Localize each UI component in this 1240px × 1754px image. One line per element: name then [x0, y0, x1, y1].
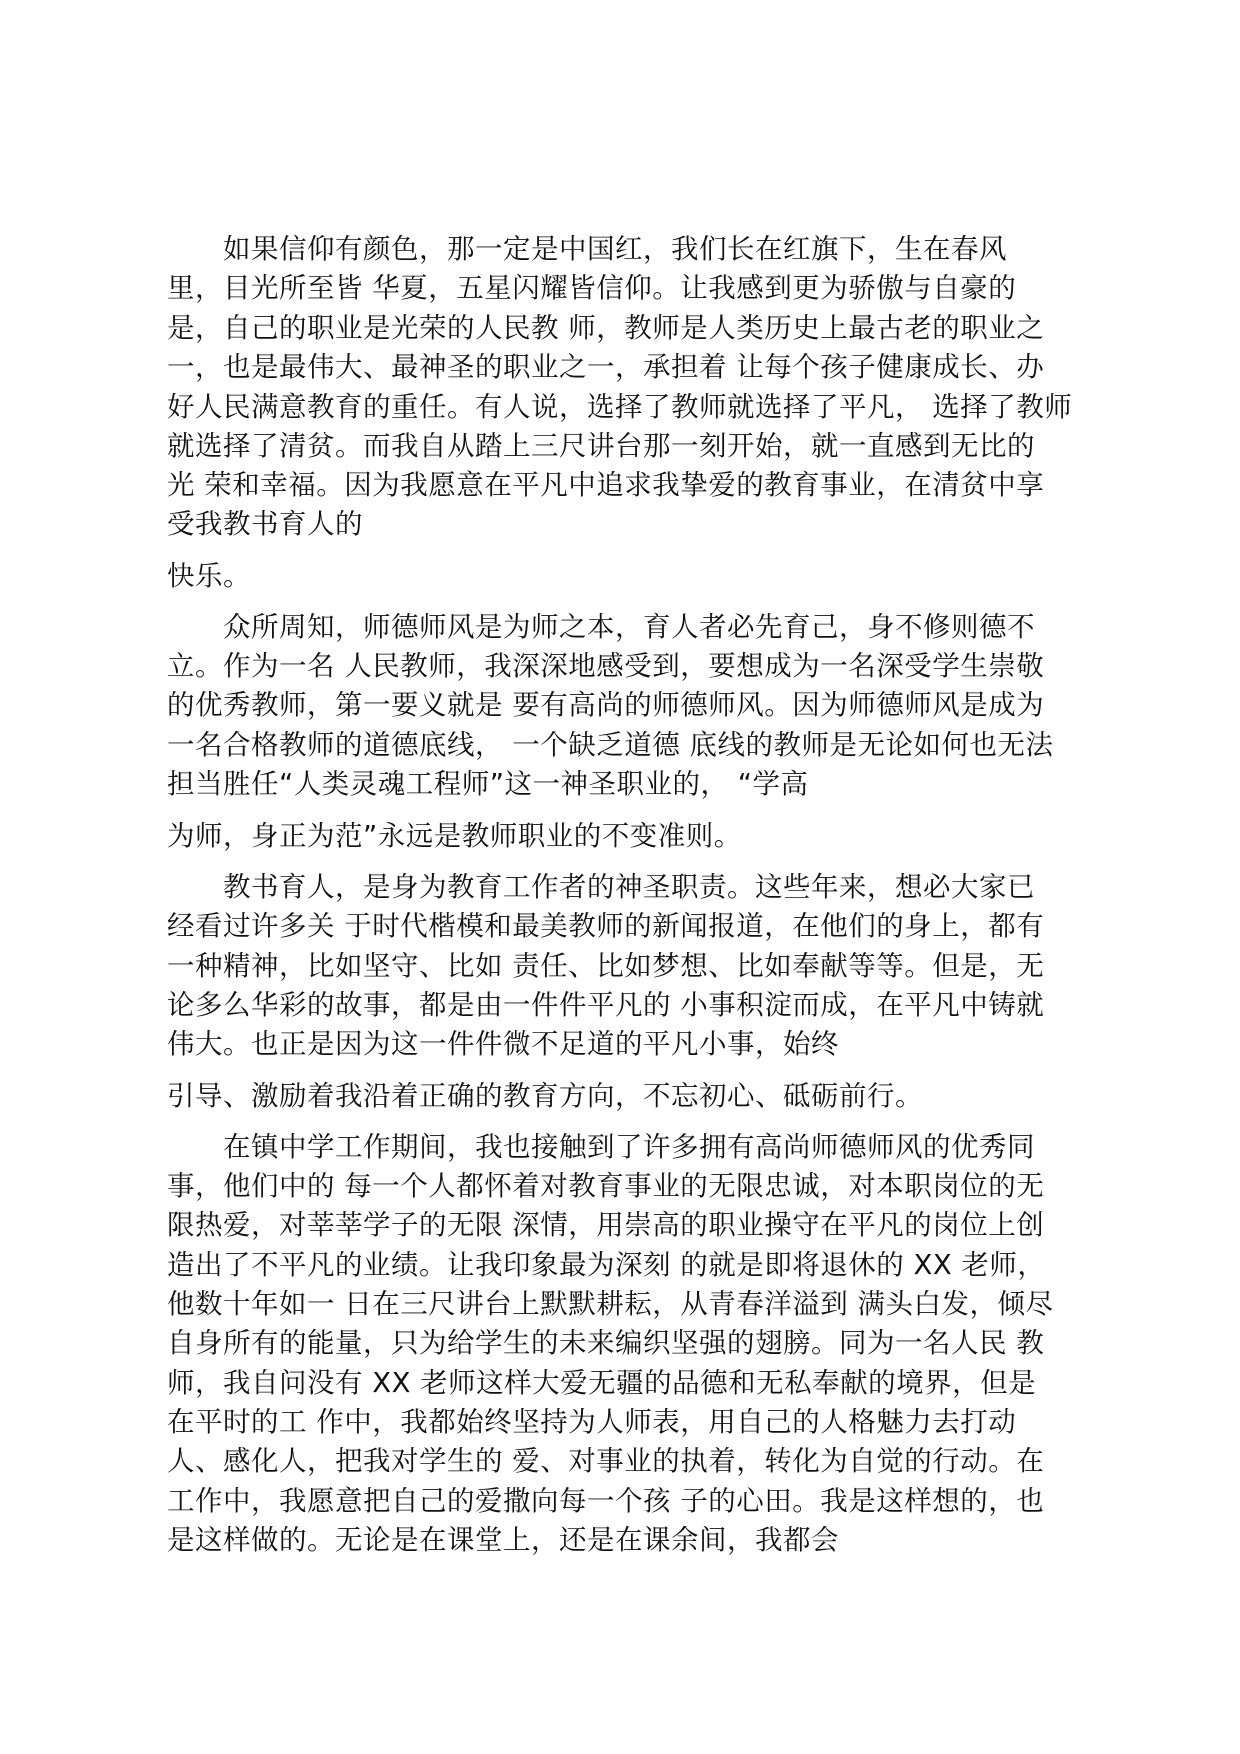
text-line: 造出了不平凡的业绩。让我印象最为深刻 的就是即将退休的 XX 老师， — [167, 1249, 1046, 1281]
text-line: 快乐。 — [167, 560, 251, 592]
text-line: 立。作为一名 人民教师，我深深地感受到，要想成为一名深受学生崇敬 — [167, 650, 1045, 682]
text-line: 光 荣和幸福。因为我愿意在平凡中追求我挚爱的教育事业，在清贫中享 — [167, 469, 1045, 501]
text-line: 论多么华彩的故事，都是由一件件平凡的 小事积淀而成，在平凡中铸就 — [167, 989, 1045, 1021]
text-line: 一，也是最伟大、最神圣的职业之一，承担着 让每个孩子健康成长、办 — [167, 351, 1045, 383]
text-line: 好人民满意教育的重任。有人说，选择了教师就选择了平凡， 选择了教师 — [167, 391, 1073, 423]
text-line: 就选择了清贫。而我自从踏上三尺讲台那一刻开始，就一直感到无比的 — [167, 430, 1035, 462]
text-line: 自身所有的能量，只为给学生的未来编织坚强的翅膀。同为一名人民 教 — [167, 1327, 1045, 1359]
text-line: 一名合格教师的道德底线， 一个缺乏道德 底线的教师是无论如何也无法 — [167, 729, 1054, 761]
text-line: 教书育人，是身为教育工作者的神圣职责。这些年来，想必大家已 — [167, 871, 1035, 903]
text-line: 的优秀教师，第一要义就是 要有高尚的师德师风。因为师德师风是成为 — [167, 689, 1045, 721]
text-line: 引导、激励着我沿着正确的教育方向，不忘初心、砥砺前行。 — [167, 1080, 923, 1112]
text-line: 担当胜任“人类灵魂工程师”这一神圣职业的， “学高 — [167, 768, 809, 800]
text-line: 众所周知，师德师风是为师之本，育人者必先育己，身不修则德不 — [167, 611, 1035, 643]
text-line: 经看过许多关 于时代楷模和最美教师的新闻报道，在他们的身上，都有 — [167, 910, 1045, 942]
text-line: 在镇中学工作期间，我也接触到了许多拥有高尚师德师风的优秀同 — [167, 1131, 1035, 1163]
text-line: 为师，身正为范”永远是教师职业的不变准则。 — [167, 820, 742, 852]
text-line: 里，目光所至皆 华夏，五星闪耀皆信仰。让我感到更为骄傲与自豪的 — [167, 272, 1017, 304]
text-line: 一种精神，比如坚守、比如 责任、比如梦想、比如奉献等等。但是，无 — [167, 950, 1045, 982]
text-line: 工作中，我愿意把自己的爱撒向每一个孩 子的心田。我是这样想的，也 — [167, 1485, 1045, 1517]
text-line: 是这样做的。无论是在课堂上，还是在课余间，我都会 — [167, 1524, 839, 1556]
text-line: 是，自己的职业是光荣的人民教 师，教师是人类历史上最古老的职业之 — [167, 312, 1045, 344]
text-line: 师，我自问没有 XX 老师这样大爱无疆的品德和无私奉献的境界，但是 — [167, 1367, 1037, 1399]
text-line: 伟大。也正是因为这一件件微不足道的平凡小事，始终 — [167, 1028, 839, 1060]
text-line: 在平时的工 作中，我都始终坚持为人师表，用自己的人格魅力去打动 — [167, 1406, 1017, 1438]
text-line: 如果信仰有颜色，那一定是中国红，我们长在红旗下，生在春风 — [167, 233, 1007, 265]
text-line: 人、感化人，把我对学生的 爱、对事业的执着，转化为自觉的行动。在 — [167, 1445, 1045, 1477]
text-line: 受我教书育人的 — [167, 508, 363, 540]
text-line: 限热爱，对莘莘学子的无限 深情，用崇高的职业操守在平凡的岗位上创 — [167, 1209, 1045, 1241]
text-line: 事，他们中的 每一个人都怀着对教育事业的无限忠诚，对本职岗位的无 — [167, 1170, 1045, 1202]
text-line: 他数十年如一 日在三尺讲台上默默耕耘，从青春洋溢到 满头白发，倾尽 — [167, 1288, 1054, 1320]
